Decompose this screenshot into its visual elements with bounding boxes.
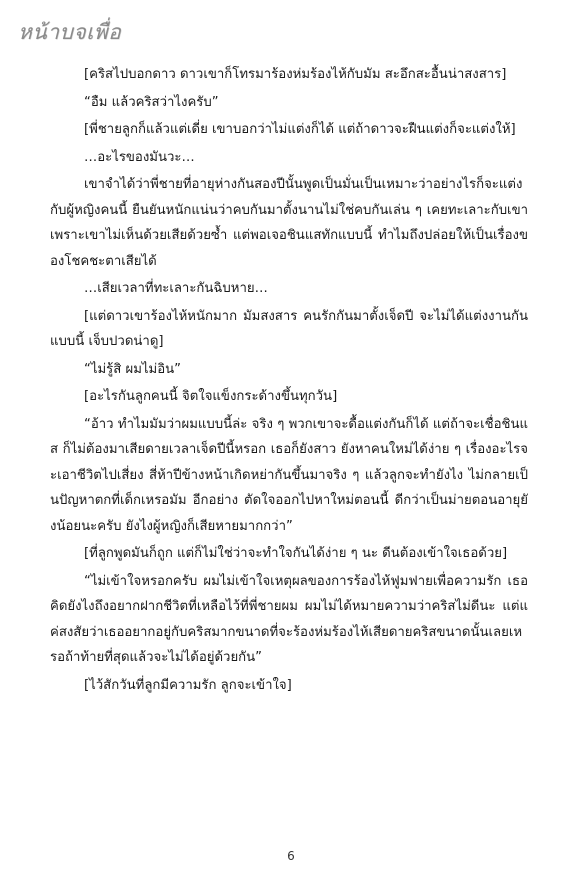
paragraph: “ไม่เข้าใจหรอกครับ ผมไม่เข้าใจเหตุผลของการร้องไห้ฟูมฟายเพื่อความรัก เธอคิดยังไงถึงอยากฝากชีวิตที่เหลือไว้ที่พี่ชายผม ผมไม่ได้หมายความว่าคริสไม่ดีนะ แต่แค่สงสัยว่าเธออยากอยู่กับคริสมากขนาดที่จะร้องห่มร้องไห้เสียดายคริสขนาดนั้นเลยเหรอถ้าท้ายที่สุดแล้วจะไม่ได้อยู่ด้วยกัน” (50, 573, 528, 665)
paragraph: “อ้าว ทำไมมัมว่าผมแบบนี้ล่ะ จริง ๆ พวกเขาจะดื้อแต่งกันก็ได้ แต่ถ้าจะเชื่อชินแส ก็ไม่ต้องมาเสียดายเวลาเจ็ดปีนี้หรอก เธอก็ยังสาว ยังหาคนใหม่ได้ง่าย ๆ เรื่องอะไรจะเอาชีวิตไปเสี่ยง สี่ห้าปีข้างหน้าเกิดหย่ากันขึ้นมาจริง ๆ แล้วลูกจะทำยังไง ไม่กลายเป็นปัญหาตกที่เด็กเหรอมัม อีกอย่าง ตัดใจออกไปหาใหม่ตอนนี้ ดีกว่าเป็นม่ายตอนอายุยังน้อยนะครับ ยังไงผู้หญิงก็เสียหายมากกว่า” (50, 416, 528, 534)
paragraph: [ไว้สักวันที่ลูกมีความรัก ลูกจะเข้าใจ] (84, 677, 292, 693)
paragraph: [ที่ลูกพูดมันก็ถูก แต่ก็ไม่ใช่ว่าจะทำใจกันได้ง่าย ๆ นะ ดีนต้องเข้าใจเธอด้วย] (84, 546, 508, 561)
paragraph: “อืม แล้วคริสว่าไงครับ” (84, 94, 219, 110)
page-body (50, 62, 528, 700)
paragraph: [อะไรกันลูกคนนี้ จิตใจแข็งกระด้างขึ้นทุกวัน] (84, 389, 338, 404)
paragraph: …อะไรของมันวะ… (84, 149, 195, 165)
paragraph: [คริสไปบอกดาว ดาวเขาก็โทรมาร้องห่มร้องไห้กับมัม สะอึกสะอื้นน่าสงสาร] (84, 67, 507, 82)
paragraph: …เสียเวลาที่ทะเลาะกันฉิบหาย… (84, 281, 268, 296)
page-number: 6 (287, 849, 295, 863)
paragraph: [พี่ชายลูกก็แล้วแต่เดี่ย เขาบอกว่าไม่แต่งก็ได้ แต่ถ้าดาวจะฝืนแต่งก็จะแต่งให้] (84, 122, 516, 137)
paragraph: เขาจำได้ว่าพี่ชายที่อายุห่างกันสองปีนั้นพูดเป็นมั่นเป็นเหมาะว่าอย่างไรก็จะแต่งกับผู้หญิงคนนี้ ยืนยันหนักแน่นว่าคบกันมาตั้งนานไม่ใช่คบกันเล่น ๆ เคยทะเลาะกับเขาเพราะเขาไม่เห็นด้วยเสียด้วยซ้ำ แต่พอเจอชินแสทักแบบนี้ ทำไมถึงปล่อยให้เป็นเรื่องของโชคชะตาเสียได้ (50, 177, 528, 269)
paragraph: [แต่ดาวเขาร้องไห้หนักมาก มัมสงสาร คนรักกันมาตั้งเจ็ดปี จะไม่ได้แต่งงานกันแบบนี้ เจ็บปวดน่าดู] (50, 308, 528, 349)
paragraph: “ไม่รู้สิ ผมไม่อิน” (84, 361, 181, 377)
header-logo: หน้าบจเพื่อ (18, 20, 122, 44)
